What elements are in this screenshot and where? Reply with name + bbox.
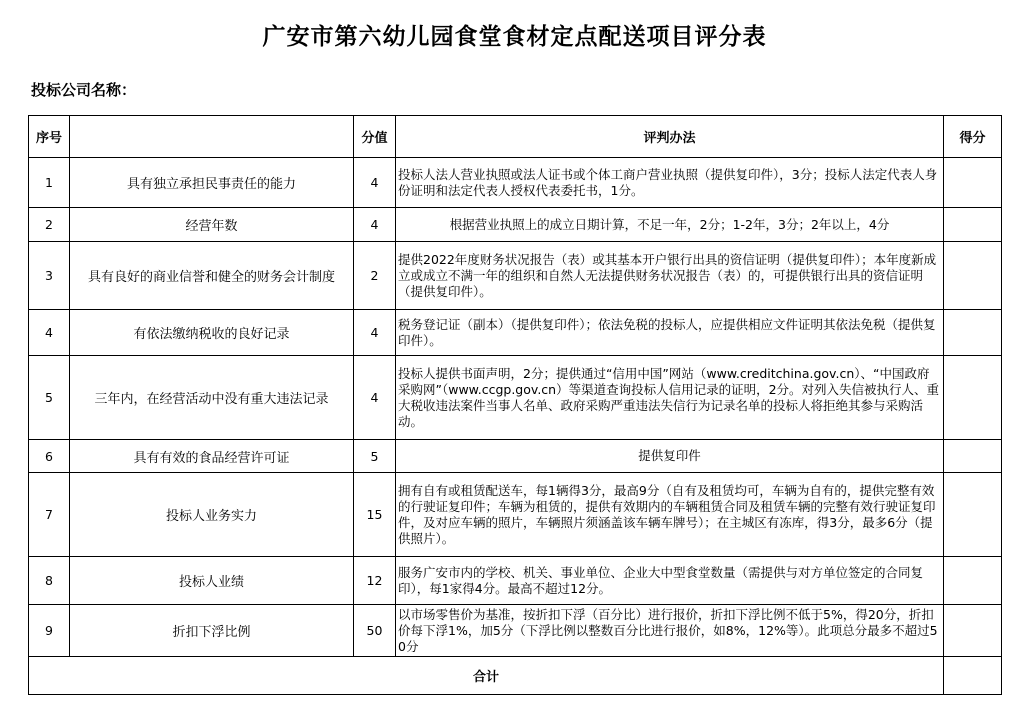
row-no: 8 (29, 557, 70, 605)
row-score-cell[interactable] (944, 310, 1002, 356)
row-no: 1 (29, 158, 70, 208)
row-method: 提供2022年度财务状况报告（表）或其基本开户银行出具的资信证明（提供复印件）；本年度新成立或成立不满一年的组织和自然人无法提供财务状况报告（表）的，可提供银行出具的资信证明（提供复印件）。 (396, 242, 944, 310)
total-row (29, 657, 1002, 695)
row-points: 4 (354, 310, 396, 356)
header-method: 评判办法 (396, 116, 944, 158)
total-label: 合计 (29, 657, 944, 695)
row-points: 4 (354, 356, 396, 440)
bidder-name-label: 投标公司名称： (31, 81, 137, 99)
row-criterion: 具有有效的食品经营许可证 (70, 440, 354, 473)
table-row (29, 158, 1002, 208)
header-points: 分值 (354, 116, 396, 158)
row-points: 4 (354, 158, 396, 208)
header-no: 序号 (29, 116, 70, 158)
row-score-cell[interactable] (944, 605, 1002, 657)
row-method: 拥有自有或租赁配送车，每1辆得3分，最高9分（自有及租赁均可，车辆为自有的，提供完整有效的行驶证复印件；车辆为租赁的，提供有效期内的车辆租赁合同及租赁车辆的完整有效行驶证复印件，及对应车辆的照片，车辆照片须涵盖该车辆车牌号）；在主城区有冻库，得3分，最多6分（提供照片）。 (396, 473, 944, 557)
row-criterion: 投标人业务实力 (70, 473, 354, 557)
total-score-cell[interactable] (944, 657, 1002, 695)
row-no: 7 (29, 473, 70, 557)
row-points: 4 (354, 208, 396, 242)
row-no: 4 (29, 310, 70, 356)
row-method: 以市场零售价为基准，按折扣下浮（百分比）进行报价，折扣下浮比例不低于5%，得20分，折扣价每下浮1%，加5分（下浮比例以整数百分比进行报价，如8%，12%等）。此项总分最多不超过50分 (396, 605, 944, 657)
table-row (29, 310, 1002, 356)
row-no: 5 (29, 356, 70, 440)
row-method: 投标人提供书面声明，2分；提供通过“信用中国”网站（www.creditchina.gov.cn）、“中国政府采购网”（www.ccgp.gov.cn）等渠道查询投标人信用记录的证明，2分。对列入失信被执行人、重大税收违法案件当事人名单、政府采购严重违法失信行为记录名单的投标人将拒绝其参与采购活动。 (396, 356, 944, 440)
row-no: 6 (29, 440, 70, 473)
row-score-cell[interactable] (944, 473, 1002, 557)
row-criterion: 经营年数 (70, 208, 354, 242)
row-method: 提供复印件 (396, 440, 944, 473)
row-points: 2 (354, 242, 396, 310)
header-criterion (70, 116, 354, 158)
row-criterion: 投标人业绩 (70, 557, 354, 605)
row-score-cell[interactable] (944, 557, 1002, 605)
row-points: 5 (354, 440, 396, 473)
row-method: 投标人法人营业执照或法人证书或个体工商户营业执照（提供复印件），3分；投标人法定代表人身份证明和法定代表人授权代表委托书，1分。 (396, 158, 944, 208)
row-method: 根据营业执照上的成立日期计算，不足一年，2分；1-2年，3分；2年以上，4分 (396, 208, 944, 242)
row-criterion: 具有良好的商业信誉和健全的财务会计制度 (70, 242, 354, 310)
row-criterion: 折扣下浮比例 (70, 605, 354, 657)
table-row (29, 242, 1002, 310)
table-row (29, 208, 1002, 242)
table-row (29, 440, 1002, 473)
scoring-table (28, 115, 1002, 695)
row-score-cell[interactable] (944, 242, 1002, 310)
row-points: 15 (354, 473, 396, 557)
row-score-cell[interactable] (944, 158, 1002, 208)
table-row (29, 557, 1002, 605)
table-header-row (29, 116, 1002, 158)
row-score-cell[interactable] (944, 356, 1002, 440)
row-score-cell[interactable] (944, 208, 1002, 242)
row-criterion: 三年内，在经营活动中没有重大违法记录 (70, 356, 354, 440)
row-no: 3 (29, 242, 70, 310)
table-row (29, 356, 1002, 440)
row-score-cell[interactable] (944, 440, 1002, 473)
row-points: 12 (354, 557, 396, 605)
page-title: 广安市第六幼儿园食堂食材定点配送项目评分表 (262, 23, 767, 50)
row-no: 9 (29, 605, 70, 657)
row-points: 50 (354, 605, 396, 657)
row-criterion: 具有独立承担民事责任的能力 (70, 158, 354, 208)
row-no: 2 (29, 208, 70, 242)
table-row (29, 605, 1002, 657)
row-criterion: 有依法缴纳税收的良好记录 (70, 310, 354, 356)
table-row (29, 473, 1002, 557)
row-method: 服务广安市内的学校、机关、事业单位、企业大中型食堂数量（需提供与对方单位签定的合同复印），每1家得4分。最高不超过12分。 (396, 557, 944, 605)
header-score: 得分 (944, 116, 1002, 158)
row-method: 税务登记证（副本）（提供复印件）；依法免税的投标人，应提供相应文件证明其依法免税（提供复印件）。 (396, 310, 944, 356)
